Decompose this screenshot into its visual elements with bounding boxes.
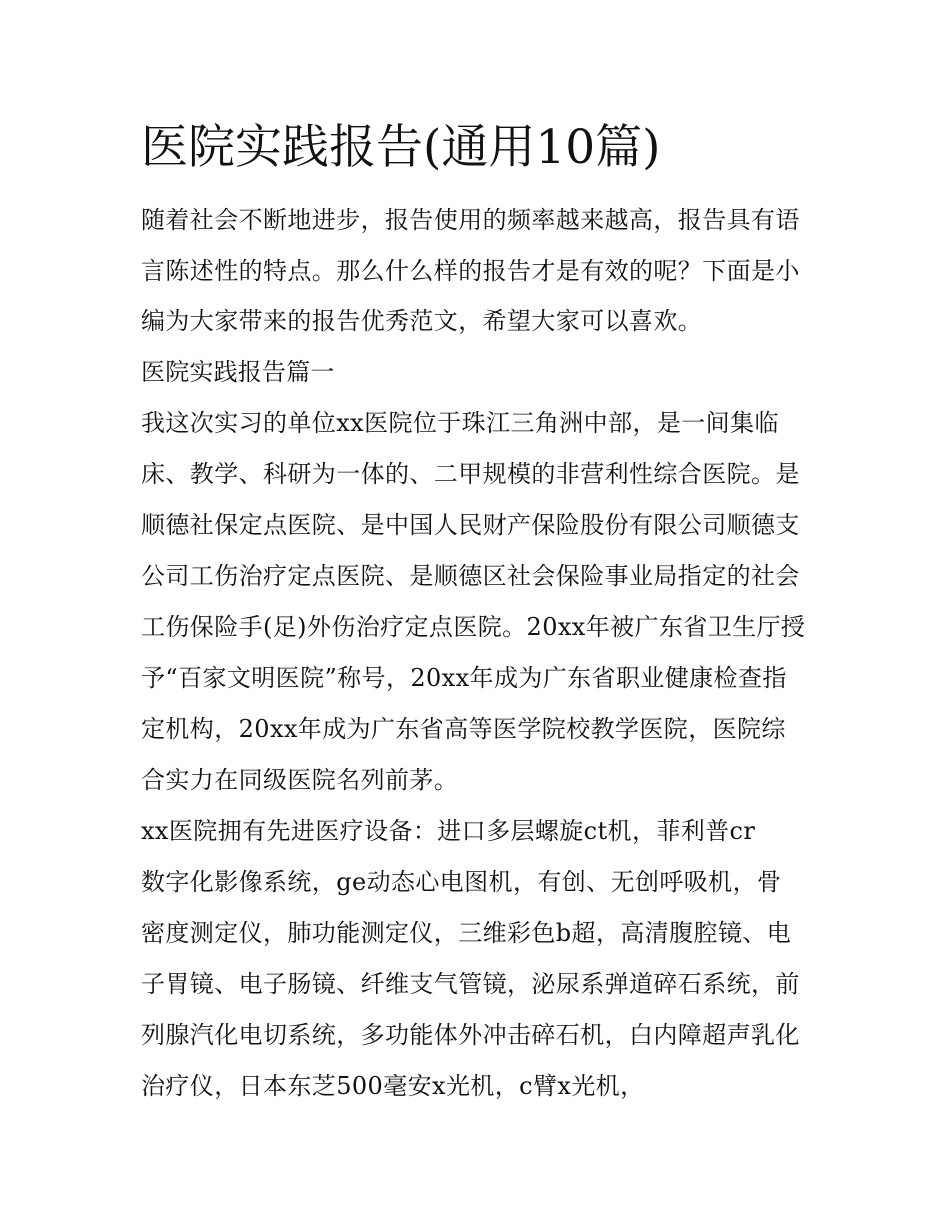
paragraph-1-line-4: 公司工伤治疗定点医院、是顺德区社会保险事业局指定的社会 (141, 562, 800, 590)
intro-line-3: 编为大家带来的报告优秀范文，希望大家可以喜欢。 (141, 307, 703, 335)
paragraph-1-line-2: 床、教学、科研为一体的、二甲规模的非营利性综合医院。是 (141, 460, 800, 488)
paragraph-2-line-3: 密度测定仪，肺功能测定仪，三维彩色b超，高清腹腔镜、电 (141, 919, 792, 947)
section-heading: 医院实践报告篇一 (141, 358, 335, 386)
paragraph-2-line-4: 子胃镜、电子肠镜、纤维支气管镜，泌尿系弹道碎石系统，前 (141, 970, 800, 998)
intro-line-2: 言陈述性的特点。那么什么样的报告才是有效的呢？下面是小 (141, 257, 800, 285)
paragraph-1-line-8: 合实力在同级医院名列前茅。 (141, 766, 459, 794)
intro-line-1: 随着社会不断地进步，报告使用的频率越来越高，报告具有语 (141, 206, 800, 234)
document-title: 医院实践报告(通用10篇) (141, 120, 661, 175)
paragraph-2-line-2: 数字化影像系统，ge动态心电图机，有创、无创呼吸机，骨 (141, 868, 782, 896)
paragraph-2-line-5: 列腺汽化电切系统，多功能体外冲击碎石机，白内障超声乳化 (141, 1021, 800, 1049)
paragraph-1-line-3: 顺德社保定点医院、是中国人民财产保险股份有限公司顺德支 (141, 511, 800, 539)
paragraph-1-line-6: 予“百家文明医院”称号，20xx年成为广东省职业健康检查指 (141, 664, 787, 692)
paragraph-2-line-1: xx医院拥有先进医疗设备：进口多层螺旋ct机，菲利普cr (141, 817, 756, 845)
paragraph-1-line-1: 我这次实习的单位xx医院位于珠江三角洲中部，是一间集临 (141, 409, 779, 437)
paragraph-1-line-5: 工伤保险手(足)外伤治疗定点医院。20xx年被广东省卫生厅授 (141, 613, 806, 641)
paragraph-2-line-6: 治疗仪，日本东芝500毫安x光机，c臂x光机， (141, 1072, 645, 1100)
paragraph-1-line-7: 定机构，20xx年成为广东省高等医学院校教学医院，医院综 (141, 715, 786, 743)
